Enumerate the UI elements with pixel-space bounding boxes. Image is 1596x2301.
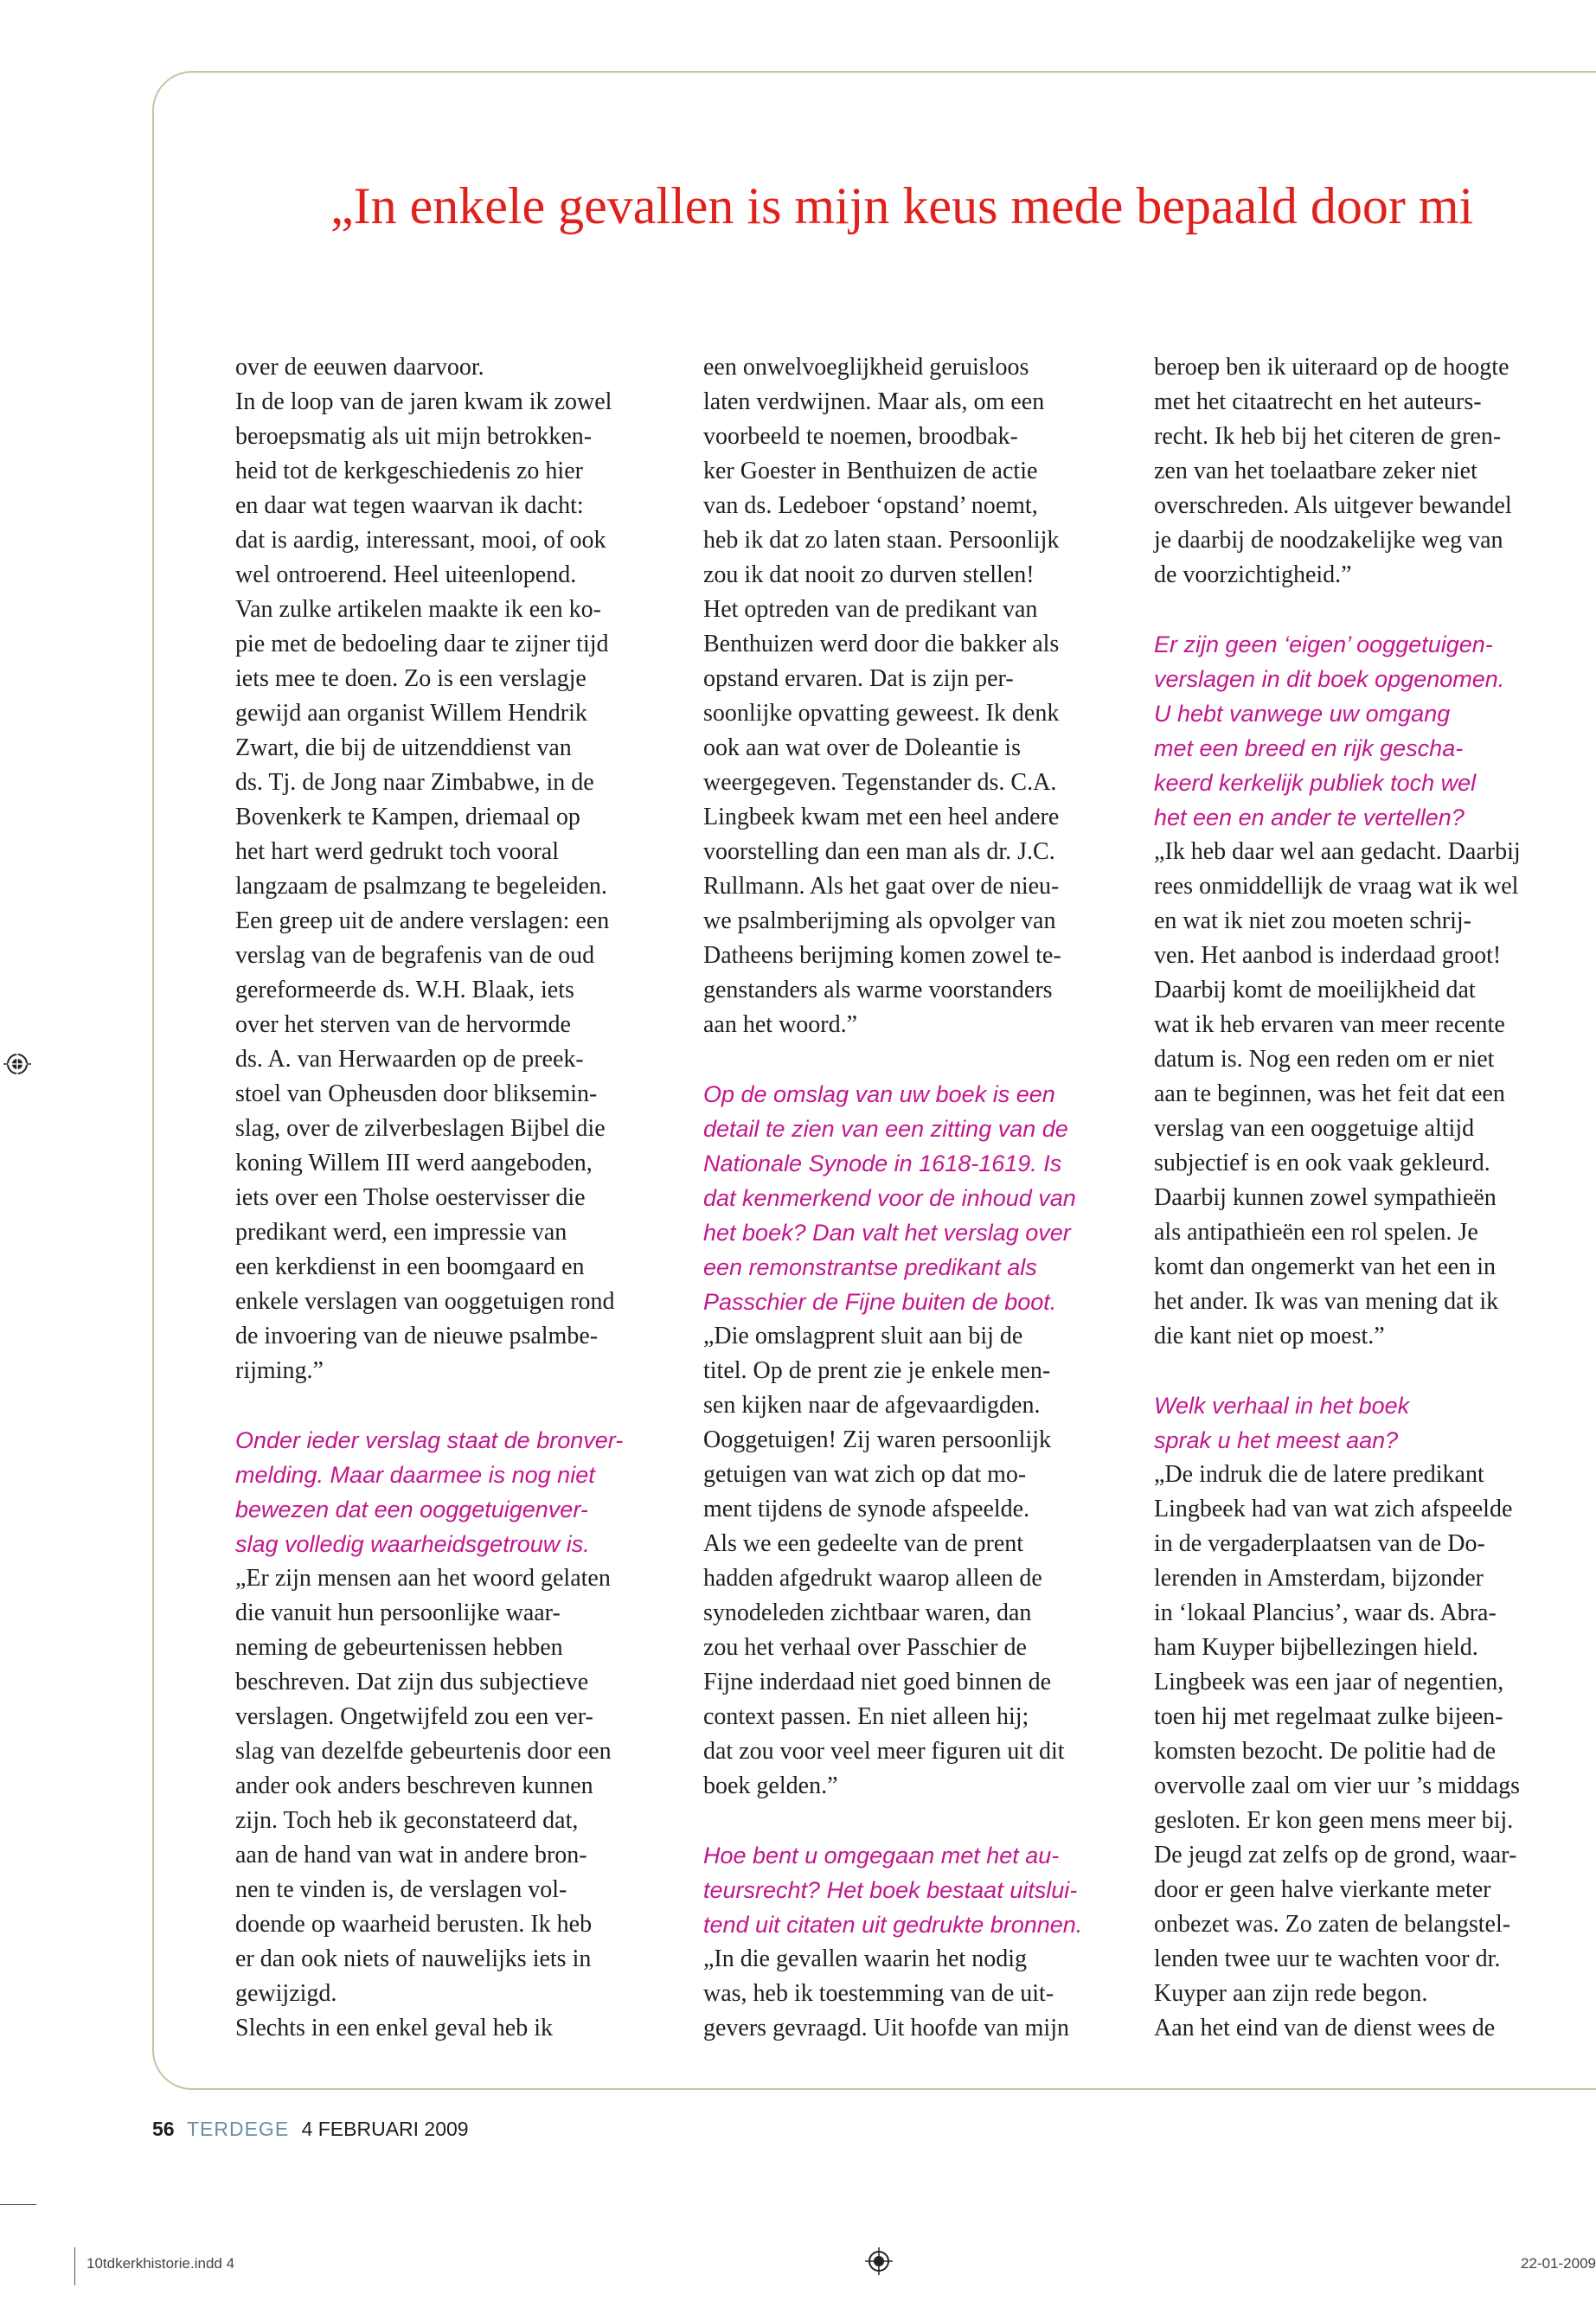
body-line: ment tijdens de synode afspeelde.	[703, 1496, 1030, 1522]
body-line: Lingbeek kwam met een heel andere	[703, 804, 1060, 830]
body-line: verslag van een ooggetuige altijd	[1154, 1115, 1475, 1142]
body-line: Fijne inderdaad niet goed binnen de	[703, 1669, 1051, 1695]
body-line: een onwelvoeglijkheid geruisloos	[703, 354, 1029, 381]
body-line: die kant niet op moest.”	[1154, 1323, 1385, 1349]
body-line: beroep ben ik uiteraard op de hoogte	[1154, 354, 1509, 381]
body-line: doende op waarheid berusten. Ik heb	[235, 1911, 593, 1938]
body-line: zou het verhaal over Passchier de	[703, 1634, 1027, 1661]
body-line: beroepsmatig als uit mijn betrokken-	[235, 423, 593, 450]
question-line: Hoe bent u omgegaan met het au-	[703, 1843, 1060, 1868]
body-line: „Er zijn mensen aan het woord gelaten	[235, 1565, 611, 1592]
body-line: in ‘lokaal Plancius’, waar ds. Abra-	[1154, 1599, 1497, 1626]
body-line: was, heb ik toestemming van de uit-	[703, 1980, 1054, 2007]
body-line: gewijd aan organist Willem Hendrik	[235, 700, 587, 727]
paragraph-gap	[703, 1042, 1140, 1077]
text-column-3	[1154, 350, 1591, 2046]
question-line: detail te zien van een zitting van de	[703, 1116, 1068, 1142]
question-line: Onder ieder verslag staat de bronver-	[235, 1427, 624, 1453]
body-line: aan te beginnen, was het feit dat een	[1154, 1080, 1505, 1107]
body-line: het ander. Ik was van mening dat ik	[1154, 1288, 1499, 1315]
body-line: Aan het eind van de dienst wees de	[1154, 2015, 1496, 2041]
body-line: beschreven. Dat zijn dus subjectieve	[235, 1669, 589, 1695]
body-line: een kerkdienst in een boomgaard en	[235, 1253, 585, 1280]
body-line: verslagen. Ongetwijfeld zou een ver-	[235, 1703, 593, 1730]
question-line: U hebt vanwege uw omgang	[1154, 701, 1451, 727]
body-line: en daar wat tegen waarvan ik dacht:	[235, 492, 584, 519]
body-line: ander ook anders beschreven kunnen	[235, 1772, 593, 1799]
body-line: Als we een gedeelte van de prent	[703, 1530, 1024, 1557]
body-line: door er geen halve vierkante meter	[1154, 1876, 1491, 1903]
body-line: zijn. Toch heb ik geconstateerd dat,	[235, 1807, 579, 1834]
page-footer	[152, 2116, 469, 2142]
body-line: ker Goester in Benthuizen de actie	[703, 458, 1038, 484]
text-column-1	[235, 350, 672, 2046]
body-line: zou ik dat nooit zo durven stellen!	[703, 561, 1035, 588]
body-line: iets mee te doen. Zo is een verslagje	[235, 665, 586, 692]
body-line: met het citaatrecht en het auteurs-	[1154, 388, 1482, 415]
body-line: voorstelling dan een man als dr. J.C.	[703, 838, 1055, 865]
body-line: koning Willem III werd aangeboden,	[235, 1150, 593, 1176]
question-line: Er zijn geen ‘eigen’ ooggetuigen-	[1154, 631, 1493, 657]
body-line: Rullmann. Als het gaat over de nieu-	[703, 873, 1060, 900]
body-line: „In die gevallen waarin het nodig	[703, 1945, 1027, 1972]
body-line: slag van dezelfde gebeurtenis door een	[235, 1738, 612, 1765]
body-line: boek gelden.”	[703, 1772, 838, 1799]
body-line: komt dan ongemerkt van het een in	[1154, 1253, 1496, 1280]
paragraph-gap	[1154, 593, 1591, 627]
question-line: Nationale Synode in 1618-1619. Is	[703, 1150, 1062, 1176]
body-line: Lingbeek had van wat zich afspeelde	[1154, 1496, 1513, 1522]
body-line: in de vergaderplaatsen van de Do-	[1154, 1530, 1485, 1557]
body-line: en wat ik niet zou moeten schrij-	[1154, 907, 1471, 934]
body-line: over het sterven van de hervormde	[235, 1011, 571, 1038]
body-line: Kuyper aan zijn rede begon.	[1154, 1980, 1428, 2007]
body-line: ven. Het aanbod is inderdaad groot!	[1154, 942, 1502, 969]
question-line: dat kenmerkend voor de inhoud van	[703, 1185, 1076, 1211]
body-line: context passen. En niet alleen hij;	[703, 1703, 1029, 1730]
body-line: lenden twee uur te wachten voor dr.	[1154, 1945, 1501, 1972]
body-line: voorbeeld te noemen, broodbak-	[703, 423, 1018, 450]
body-line: iets over een Tholse oestervisser die	[235, 1184, 586, 1211]
body-line: overvolle zaal om vier uur ’s middags	[1154, 1772, 1520, 1799]
question-line: bewezen dat een ooggetuigenver-	[235, 1497, 588, 1522]
body-line: je daarbij de noodzakelijke weg van	[1154, 527, 1503, 554]
body-line: sen kijken naar de afgevaardigden.	[703, 1392, 1041, 1419]
body-line: wat ik heb ervaren van meer recente	[1154, 1011, 1505, 1038]
body-line: er dan ook niets of nauwelijks iets in	[235, 1945, 592, 1972]
body-line: toen hij met regelmaat zulke bijeen-	[1154, 1703, 1503, 1730]
body-line: over de eeuwen daarvoor.	[235, 354, 484, 381]
body-line: datum is. Nog een reden om er niet	[1154, 1046, 1495, 1073]
body-line: als antipathieën een rol spelen. Je	[1154, 1219, 1478, 1246]
body-line: overschreden. Als uitgever bewandel	[1154, 492, 1512, 519]
body-line: Ooggetuigen! Zij waren persoonlijk	[703, 1426, 1052, 1453]
body-line: de invoering van de nieuwe psalmbe-	[235, 1323, 599, 1349]
body-line: recht. Ik heb bij het citeren de gren-	[1154, 423, 1502, 450]
body-line: laten verdwijnen. Maar als, om een	[703, 388, 1045, 415]
body-line: ds. Tj. de Jong naar Zimbabwe, in de	[235, 769, 594, 796]
question-line: sprak u het meest aan?	[1154, 1427, 1399, 1453]
body-line: lerenden in Amsterdam, bijzonder	[1154, 1565, 1484, 1592]
body-line: „Die omslagprent sluit aan bij de	[703, 1323, 1023, 1349]
body-line: gewijzigd.	[235, 1980, 337, 2007]
crop-mark	[0, 2204, 36, 2205]
body-line: die vanuit hun persoonlijke waar-	[235, 1599, 561, 1626]
body-line: „Ik heb daar wel aan gedacht. Daarbij	[1154, 838, 1521, 865]
body-line: Benthuizen werd door die bakker als	[703, 631, 1060, 657]
question-line: teursrecht? Het boek bestaat uitslui-	[703, 1877, 1078, 1903]
magazine-name: TERDEGE	[186, 2118, 290, 2140]
body-line: rees onmiddellijk de vraag wat ik wel	[1154, 873, 1519, 900]
question-line: het boek? Dan valt het verslag over	[703, 1220, 1071, 1246]
body-line: gesloten. Er kon geen mens meer bij.	[1154, 1807, 1514, 1834]
body-line: hadden afgedrukt waarop alleen de	[703, 1565, 1042, 1592]
body-line: enkele verslagen van ooggetuigen rond	[235, 1288, 615, 1315]
crop-mark	[74, 2247, 75, 2285]
body-line: genstanders als warme voorstanders	[703, 977, 1053, 1003]
body-line: synodeleden zichtbaar waren, dan	[703, 1599, 1032, 1626]
body-line: van ds. Ledeboer ‘opstand’ noemt,	[703, 492, 1038, 519]
body-line: getuigen van wat zich op dat mo-	[703, 1461, 1027, 1488]
page-number: 56	[152, 2118, 175, 2140]
body-line: predikant werd, een impressie van	[235, 1219, 567, 1246]
question-line: slag volledig waarheidsgetrouw is.	[235, 1531, 590, 1557]
question-line: Passchier de Fijne buiten de boot.	[703, 1289, 1057, 1315]
body-line: wel ontroerend. Heel uiteenlopend.	[235, 561, 577, 588]
question-line: melding. Maar daarmee is nog niet	[235, 1462, 595, 1488]
question-line: het een en ander te vertellen?	[1154, 804, 1465, 830]
body-line: opstand ervaren. Dat is zijn per-	[703, 665, 1014, 692]
question-line: verslagen in dit boek opgenomen.	[1154, 666, 1505, 692]
body-line: Datheens berijming komen zowel te-	[703, 942, 1061, 969]
body-line: dat zou voor veel meer figuren uit dit	[703, 1738, 1065, 1765]
body-line: In de loop van de jaren kwam ik zowel	[235, 388, 612, 415]
body-line: subjectief is en ook vaak gekleurd.	[1154, 1150, 1490, 1176]
body-line: Lingbeek was een jaar of negentien,	[1154, 1669, 1504, 1695]
body-line: Slechts in een enkel geval heb ik	[235, 2015, 553, 2041]
body-line: ook aan wat over de Doleantie is	[703, 734, 1021, 761]
question-line: een remonstrantse predikant als	[703, 1254, 1037, 1280]
body-line: aan de hand van wat in andere bron-	[235, 1842, 587, 1868]
registration-mark-bottom-icon	[862, 2244, 896, 2279]
body-line: Daarbij kunnen zowel sympathieën	[1154, 1184, 1497, 1211]
text-column-2	[703, 350, 1140, 2046]
body-line: dat is aardig, interessant, mooi, of ook	[235, 527, 606, 554]
body-line: titel. Op de prent zie je enkele men-	[703, 1357, 1051, 1384]
paragraph-gap	[235, 1388, 672, 1423]
body-line: heb ik dat zo laten staan. Persoonlijk	[703, 527, 1060, 554]
body-line: „De indruk die de latere predikant	[1154, 1461, 1484, 1488]
body-line: Daarbij komt de moeilijkheid dat	[1154, 977, 1476, 1003]
body-line: Bovenkerk te Kampen, driemaal op	[235, 804, 580, 830]
body-line: slag, over de zilverbeslagen Bijbel die	[235, 1115, 606, 1142]
body-line: Van zulke artikelen maakte ik een ko-	[235, 596, 601, 623]
paragraph-gap	[1154, 1354, 1591, 1388]
body-line: ham Kuyper bijbellezingen hield.	[1154, 1634, 1478, 1661]
body-line: gevers gevraagd. Uit hoofde van mijn	[703, 2015, 1069, 2041]
registration-mark-icon	[0, 1047, 35, 1081]
body-line: de voorzichtigheid.”	[1154, 561, 1352, 588]
issue-date: 4 FEBRUARI 2009	[301, 2118, 469, 2140]
body-line: verslag van de begrafenis van de oud	[235, 942, 595, 969]
body-line: gereformeerde ds. W.H. Blaak, iets	[235, 977, 574, 1003]
body-line: ds. A. van Herwaarden op de preek-	[235, 1046, 584, 1073]
body-line: langzaam de psalmzang te begeleiden.	[235, 873, 607, 900]
question-line: Welk verhaal in het boek	[1154, 1393, 1410, 1419]
body-line: we psalmberijming als opvolger van	[703, 907, 1056, 934]
question-line: Op de omslag van uw boek is een	[703, 1081, 1055, 1107]
body-line: onbezet was. Zo zaten de belangstel-	[1154, 1911, 1511, 1938]
body-line: Een greep uit de andere verslagen: een	[235, 907, 610, 934]
paragraph-gap	[703, 1804, 1140, 1838]
body-line: De jeugd zat zelfs op de grond, waar-	[1154, 1842, 1517, 1868]
body-line: weergegeven. Tegenstander ds. C.A.	[703, 769, 1057, 796]
body-line: zen van het toelaatbare zeker niet	[1154, 458, 1477, 484]
body-line: Het optreden van de predikant van	[703, 596, 1038, 623]
body-line: komsten bezocht. De politie had de	[1154, 1738, 1496, 1765]
question-line: tend uit citaten uit gedrukte bronnen.	[703, 1912, 1083, 1938]
body-line: aan het woord.”	[703, 1011, 858, 1038]
question-line: met een breed en rijk gescha-	[1154, 735, 1464, 761]
body-line: neming de gebeurtenissen hebben	[235, 1634, 563, 1661]
pull-quote: „In enkele gevallen is mijn keus mede bepaald door mi	[330, 177, 1474, 234]
body-line: pie met de bedoeling daar te zijner tijd	[235, 631, 609, 657]
body-line: soonlijke opvatting geweest. Ik denk	[703, 700, 1060, 727]
body-line: rijming.”	[235, 1357, 324, 1384]
slug-filename: 10tdkerkhistorie.indd 4	[87, 2255, 235, 2272]
body-line: het hart werd gedrukt toch vooral	[235, 838, 559, 865]
question-line: keerd kerkelijk publiek toch wel	[1154, 770, 1477, 796]
body-line: Zwart, die bij de uitzenddienst van	[235, 734, 572, 761]
body-line: nen te vinden is, de verslagen vol-	[235, 1876, 567, 1903]
slug-date: 22-01-2009	[1521, 2255, 1596, 2272]
body-line: heid tot de kerkgeschiedenis zo hier	[235, 458, 583, 484]
body-line: stoel van Opheusden door bliksemin-	[235, 1080, 598, 1107]
